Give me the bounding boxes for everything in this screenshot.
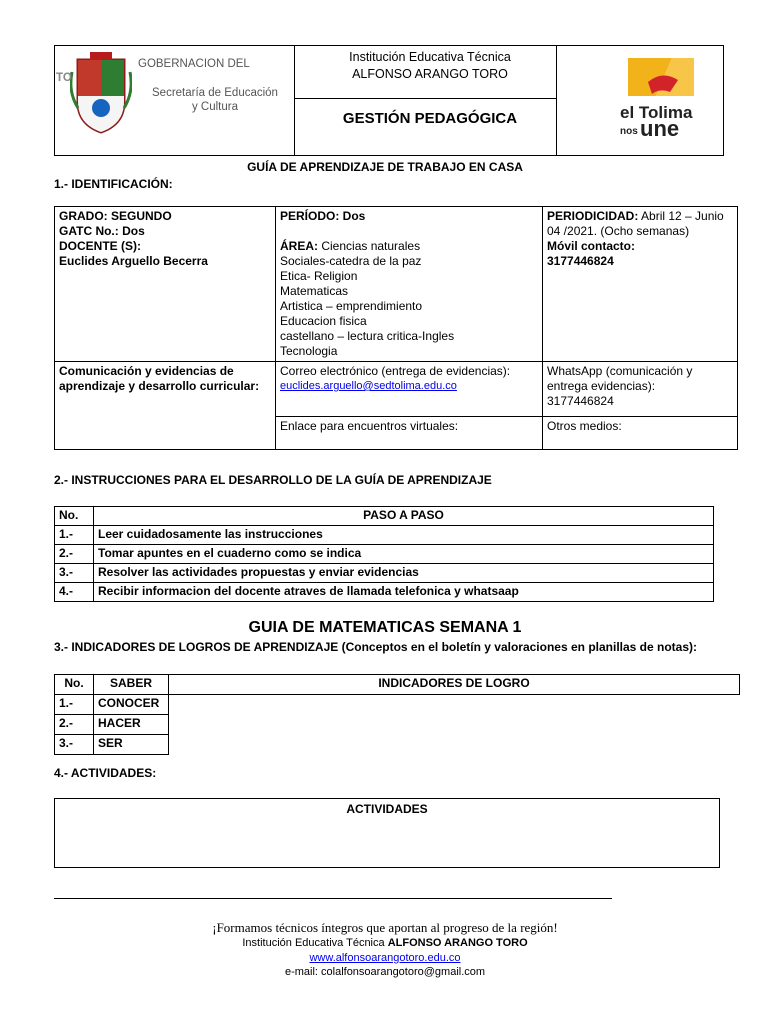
logros-col-indicadores: INDICADORES DE LOGRO	[169, 675, 740, 695]
section1-title: 1.- IDENTIFICACIÓN:	[54, 177, 173, 191]
section3-title: 3.- INDICADORES DE LOGROS DE APRENDIZAJE (Conceptos en el boletín y valoraciones en planillas de notas):	[54, 640, 698, 654]
logro-number: 2.-	[55, 715, 94, 735]
grado-cell	[55, 207, 276, 362]
periodicidad-cell	[543, 207, 738, 362]
grado: GRADO: SEGUNDO	[59, 209, 172, 223]
header-gestion-cell	[295, 99, 557, 156]
step-number: 2.-	[55, 545, 94, 564]
whatsapp-value: 3177446824	[547, 394, 614, 408]
section4-title: 4.- ACTIVIDADES:	[54, 766, 157, 780]
step-text: Recibir informacion del docente atraves de llamada telefonica y whatsaap	[94, 583, 714, 602]
table-row	[55, 735, 740, 755]
secretaria-text	[150, 86, 280, 114]
correo-label: Correo electrónico (entrega de evidencias):	[280, 364, 511, 378]
logro-saber: HACER	[94, 715, 169, 735]
footer-divider	[54, 898, 612, 899]
area-label: ÁREA:	[280, 239, 318, 253]
area-item-7: Tecnologia	[280, 344, 338, 358]
movil-value: 3177446824	[547, 254, 614, 268]
area-item-0: Ciencias naturales	[321, 239, 421, 253]
logros-col-no: No.	[55, 675, 94, 695]
table-row	[55, 564, 714, 583]
enlace-cell	[276, 417, 543, 450]
area-item-3: Matematicas	[280, 284, 349, 298]
gatc: GATC No.: Dos	[59, 224, 145, 238]
table-row	[55, 715, 740, 735]
correo-link[interactable]: euclides.arguello@sedtolima.edu.co	[280, 380, 457, 392]
area-item-4: Artistica – emprendimiento	[280, 299, 423, 313]
el-tolima-nos-une-logo	[618, 52, 704, 140]
step-number: 4.-	[55, 583, 94, 602]
correo-cell	[276, 362, 543, 417]
whatsapp-cell	[543, 362, 738, 417]
section2-title: 2.- INSTRUCCIONES PARA EL DESARROLLO DE LA GUÍA DE APRENDIZAJE	[54, 473, 492, 487]
periodo-area-cell	[276, 207, 543, 362]
step-number: 1.-	[55, 526, 94, 545]
area-item-1: Sociales-catedra de la paz	[280, 254, 422, 268]
logros-col-saber: SABER	[94, 675, 169, 695]
periodo: PERÍODO: Dos	[280, 209, 366, 223]
instructions-table	[54, 506, 714, 602]
identification-table	[54, 206, 738, 450]
logo-text-une: une	[640, 116, 680, 140]
footer-inst-name: ALFONSO ARANGO TORO	[387, 937, 528, 949]
periodicidad-value: Abril 12 – Junio 04 /2021. (Ocho semanas)	[547, 209, 724, 238]
whatsapp-label: WhatsApp (comunicación y entrega evidencias):	[547, 364, 693, 393]
table-row	[55, 695, 740, 715]
area-item-5: Educacion fisica	[280, 314, 367, 328]
table-row	[55, 545, 714, 564]
step-text: Resolver las actividades propuestas y enviar evidencias	[94, 564, 714, 583]
logro-number: 1.-	[55, 695, 94, 715]
step-text: Leer cuidadosamente las instrucciones	[94, 526, 714, 545]
footer-slogan: ¡Formamos técnicos íntegros que aportan al progreso de la región!	[212, 920, 558, 935]
step-number: 3.-	[55, 564, 94, 583]
gobernacion-crest-icon	[70, 52, 132, 134]
steps-col-paso: PASO A PASO	[94, 507, 714, 526]
logo-text-line1: el Tolima	[620, 103, 693, 122]
area-list	[280, 254, 538, 359]
footer-website-link[interactable]: www.alfonsoarangotoro.edu.co	[309, 952, 461, 964]
area-item-6: castellano – lectura critica-Ingles	[280, 329, 455, 343]
docente-label: DOCENTE (S):	[59, 239, 141, 253]
footer-institution	[0, 937, 770, 949]
gobernacion-text: GOBERNACION DEL	[138, 58, 250, 70]
logro-saber: CONOCER	[94, 695, 169, 715]
institution-line2: ALFONSO ARANGO TORO	[352, 67, 508, 81]
activities-box	[54, 798, 720, 868]
activities-box-title: ACTIVIDADES	[346, 802, 428, 816]
docente-name: Euclides Arguello Becerra	[59, 254, 208, 268]
periodicidad-label: PERIODICIDAD:	[547, 209, 639, 223]
enlace-label: Enlace para encuentros virtuales:	[280, 419, 459, 433]
footer-email: e-mail: colalfonsoarangotoro@gmail.com	[284, 966, 486, 978]
footer-inst-prefix: Institución Educativa Técnica	[242, 937, 385, 949]
gobernacion-fragment: TO	[56, 72, 72, 84]
logo-text-nos: nos	[620, 126, 638, 137]
achievement-indicators-table	[54, 674, 740, 755]
step-text: Tomar apuntes en el cuaderno como se indica	[94, 545, 714, 564]
otros-label: Otros medios:	[547, 419, 622, 433]
logro-number: 3.-	[55, 735, 94, 755]
math-guide-title: GUIA DE MATEMATICAS SEMANA 1	[248, 619, 522, 636]
secretaria-line2: y Cultura	[191, 101, 239, 113]
table-row	[55, 583, 714, 602]
otros-cell	[543, 417, 738, 450]
institution-line1: Institución Educativa Técnica	[349, 50, 511, 64]
guide-title: GUÍA DE APRENDIZAJE DE TRABAJO EN CASA	[247, 160, 523, 174]
comunicacion-label: Comunicación y evidencias de aprendizaje y desarrollo curricular:	[59, 364, 260, 393]
logro-saber: SER	[94, 735, 169, 755]
secretaria-line1: Secretaría de Educación	[152, 87, 278, 99]
institution-name	[300, 49, 560, 83]
movil-label: Móvil contacto:	[547, 239, 636, 253]
table-row	[55, 526, 714, 545]
area-item-2: Etica- Religion	[280, 269, 358, 283]
steps-col-no: No.	[55, 507, 94, 526]
comunicacion-cell	[55, 362, 276, 450]
gestion-title: GESTIÓN PEDAGÓGICA	[342, 110, 518, 127]
